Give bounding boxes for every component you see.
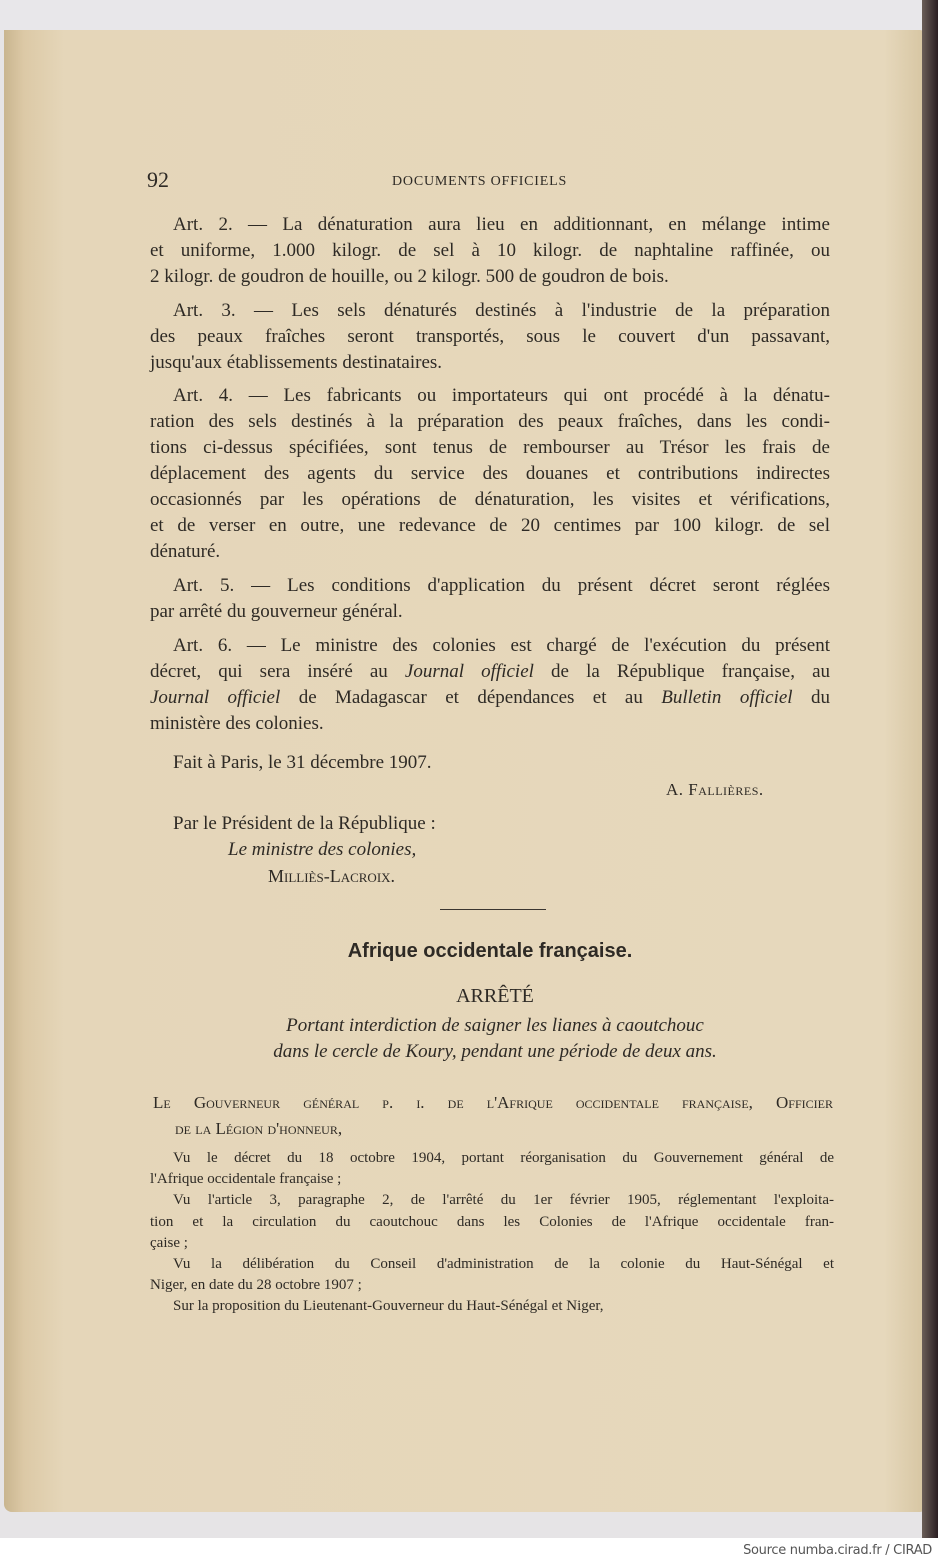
text-line: déplacement des agents du service des douanes et contributions indirectes (150, 463, 830, 484)
signature-president: A. Fallières. (666, 780, 764, 799)
text-line: l'Afrique occidentale française ; (150, 1171, 342, 1188)
visa-paragraph (150, 1190, 834, 1254)
text-line: occasionnés par les opérations de dénaturation, les visites et vérifications, (150, 489, 830, 510)
text: du (792, 687, 830, 708)
text-line: Vu le décret du 18 octobre 1904, portant réorganisation du Gouvernement général de (173, 1150, 834, 1166)
text-line: Art. 6. — Le ministre des colonies est chargé de l'exécution du présent (173, 635, 830, 656)
text-line: Le Gouverneur général p. i. de l'Afrique occidentale française, Officier (153, 1093, 833, 1112)
text-line: tion et la circulation du caoutchouc dans les Colonies de l'Afrique occidentale fran- (150, 1213, 834, 1230)
text-line: et de verser en outre, une redevance de 20 centimes par 100 kilogr. de sel (150, 515, 830, 536)
visa-paragraph (150, 1296, 834, 1317)
visa-paragraph (150, 1254, 834, 1296)
text-line (150, 685, 830, 711)
text-line: Art. 2. — La dénaturation aura lieu en additionnant, en mélange intime (173, 214, 830, 235)
running-title: DOCUMENTS OFFICIELS (392, 174, 568, 189)
article-4 (150, 383, 830, 565)
text-line: jusqu'aux établissements destinataires. (150, 352, 443, 373)
journal-title: Journal officiel (150, 687, 281, 708)
text-line: Niger, en date du 28 octobre 1907 ; (150, 1277, 362, 1294)
article-5 (150, 573, 830, 625)
source-credit: Source numba.cirad.fr / CIRAD (743, 1543, 932, 1558)
minister-title: Le ministre des colonies, (228, 839, 417, 860)
par-le-president: Par le Président de la République : (173, 813, 436, 834)
book-cover-edge (922, 0, 938, 1538)
text-line: Art. 5. — Les conditions d'application du présent décret seront réglées (173, 575, 830, 596)
text-line: par arrêté du gouverneur général. (150, 601, 403, 622)
text-line: des peaux fraîches seront transportés, sous le couvert d'un passavant, (150, 326, 830, 347)
text-line: de la Légion d'honneur, (175, 1119, 343, 1138)
act-heading: ARRÊTÉ (456, 985, 534, 1007)
text-line: Sur la proposition du Lieutenant-Gouverneur du Haut-Sénégal et Niger, (173, 1298, 604, 1315)
text-line: çaise ; (150, 1234, 188, 1251)
text-line: et uniforme, 1.000 kilogr. de sel à 10 kilogr. de naphtaline raffinée, ou (150, 240, 830, 261)
act-subtitle: dans le cercle de Koury, pendant une période de deux ans. (273, 1041, 717, 1062)
act-subtitle: Portant interdiction de saigner les lianes à caoutchouc (286, 1015, 704, 1036)
text-line: Vu la délibération du Conseil d'administration de la colonie du Haut-Sénégal et (173, 1256, 834, 1273)
text-line: Art. 4. — Les fabricants ou importateurs qui ont procédé à la dénatu- (173, 385, 830, 406)
text: de Madagascar et dépendances et au (280, 687, 662, 708)
page-number: 92 (147, 167, 169, 192)
journal-title: Journal officiel (404, 661, 534, 682)
text-line: Vu l'article 3, paragraphe 2, de l'arrêté du 1er février 1905, réglementant l'exploita- (173, 1192, 834, 1209)
text: décret, qui sera inséré au (150, 661, 405, 682)
visa-paragraph (150, 1148, 834, 1190)
preamble (153, 1090, 833, 1142)
text-line: 2 kilogr. de goudron de houille, ou 2 kilogr. 500 de goudron de bois. (150, 266, 669, 287)
scan-top-edge (0, 0, 938, 30)
bulletin-title: Bulletin officiel (661, 687, 793, 708)
article-2 (150, 212, 830, 290)
article-6 (150, 633, 830, 737)
section-title: Afrique occidentale française. (347, 940, 633, 962)
closing-date: Fait à Paris, le 31 décembre 1907. (173, 752, 432, 773)
text: de la République française, au (533, 661, 831, 682)
text-line: ministère des colonies. (150, 713, 324, 734)
text-line: tions ci-dessus spécifiées, sont tenus de rembourser au Trésor les frais de (150, 437, 830, 458)
text-line: Art. 3. — Les sels dénaturés destinés à l'industrie de la préparation (173, 300, 830, 321)
visas (150, 1148, 834, 1318)
article-3 (150, 298, 830, 376)
text-line: ration des sels destinés à la préparation des peaux fraîches, dans les condi- (150, 411, 830, 432)
section-divider (440, 909, 546, 910)
text-line: dénaturé. (150, 541, 221, 562)
text-line (150, 659, 830, 685)
minister-name: Milliès-Lacroix. (268, 866, 396, 886)
